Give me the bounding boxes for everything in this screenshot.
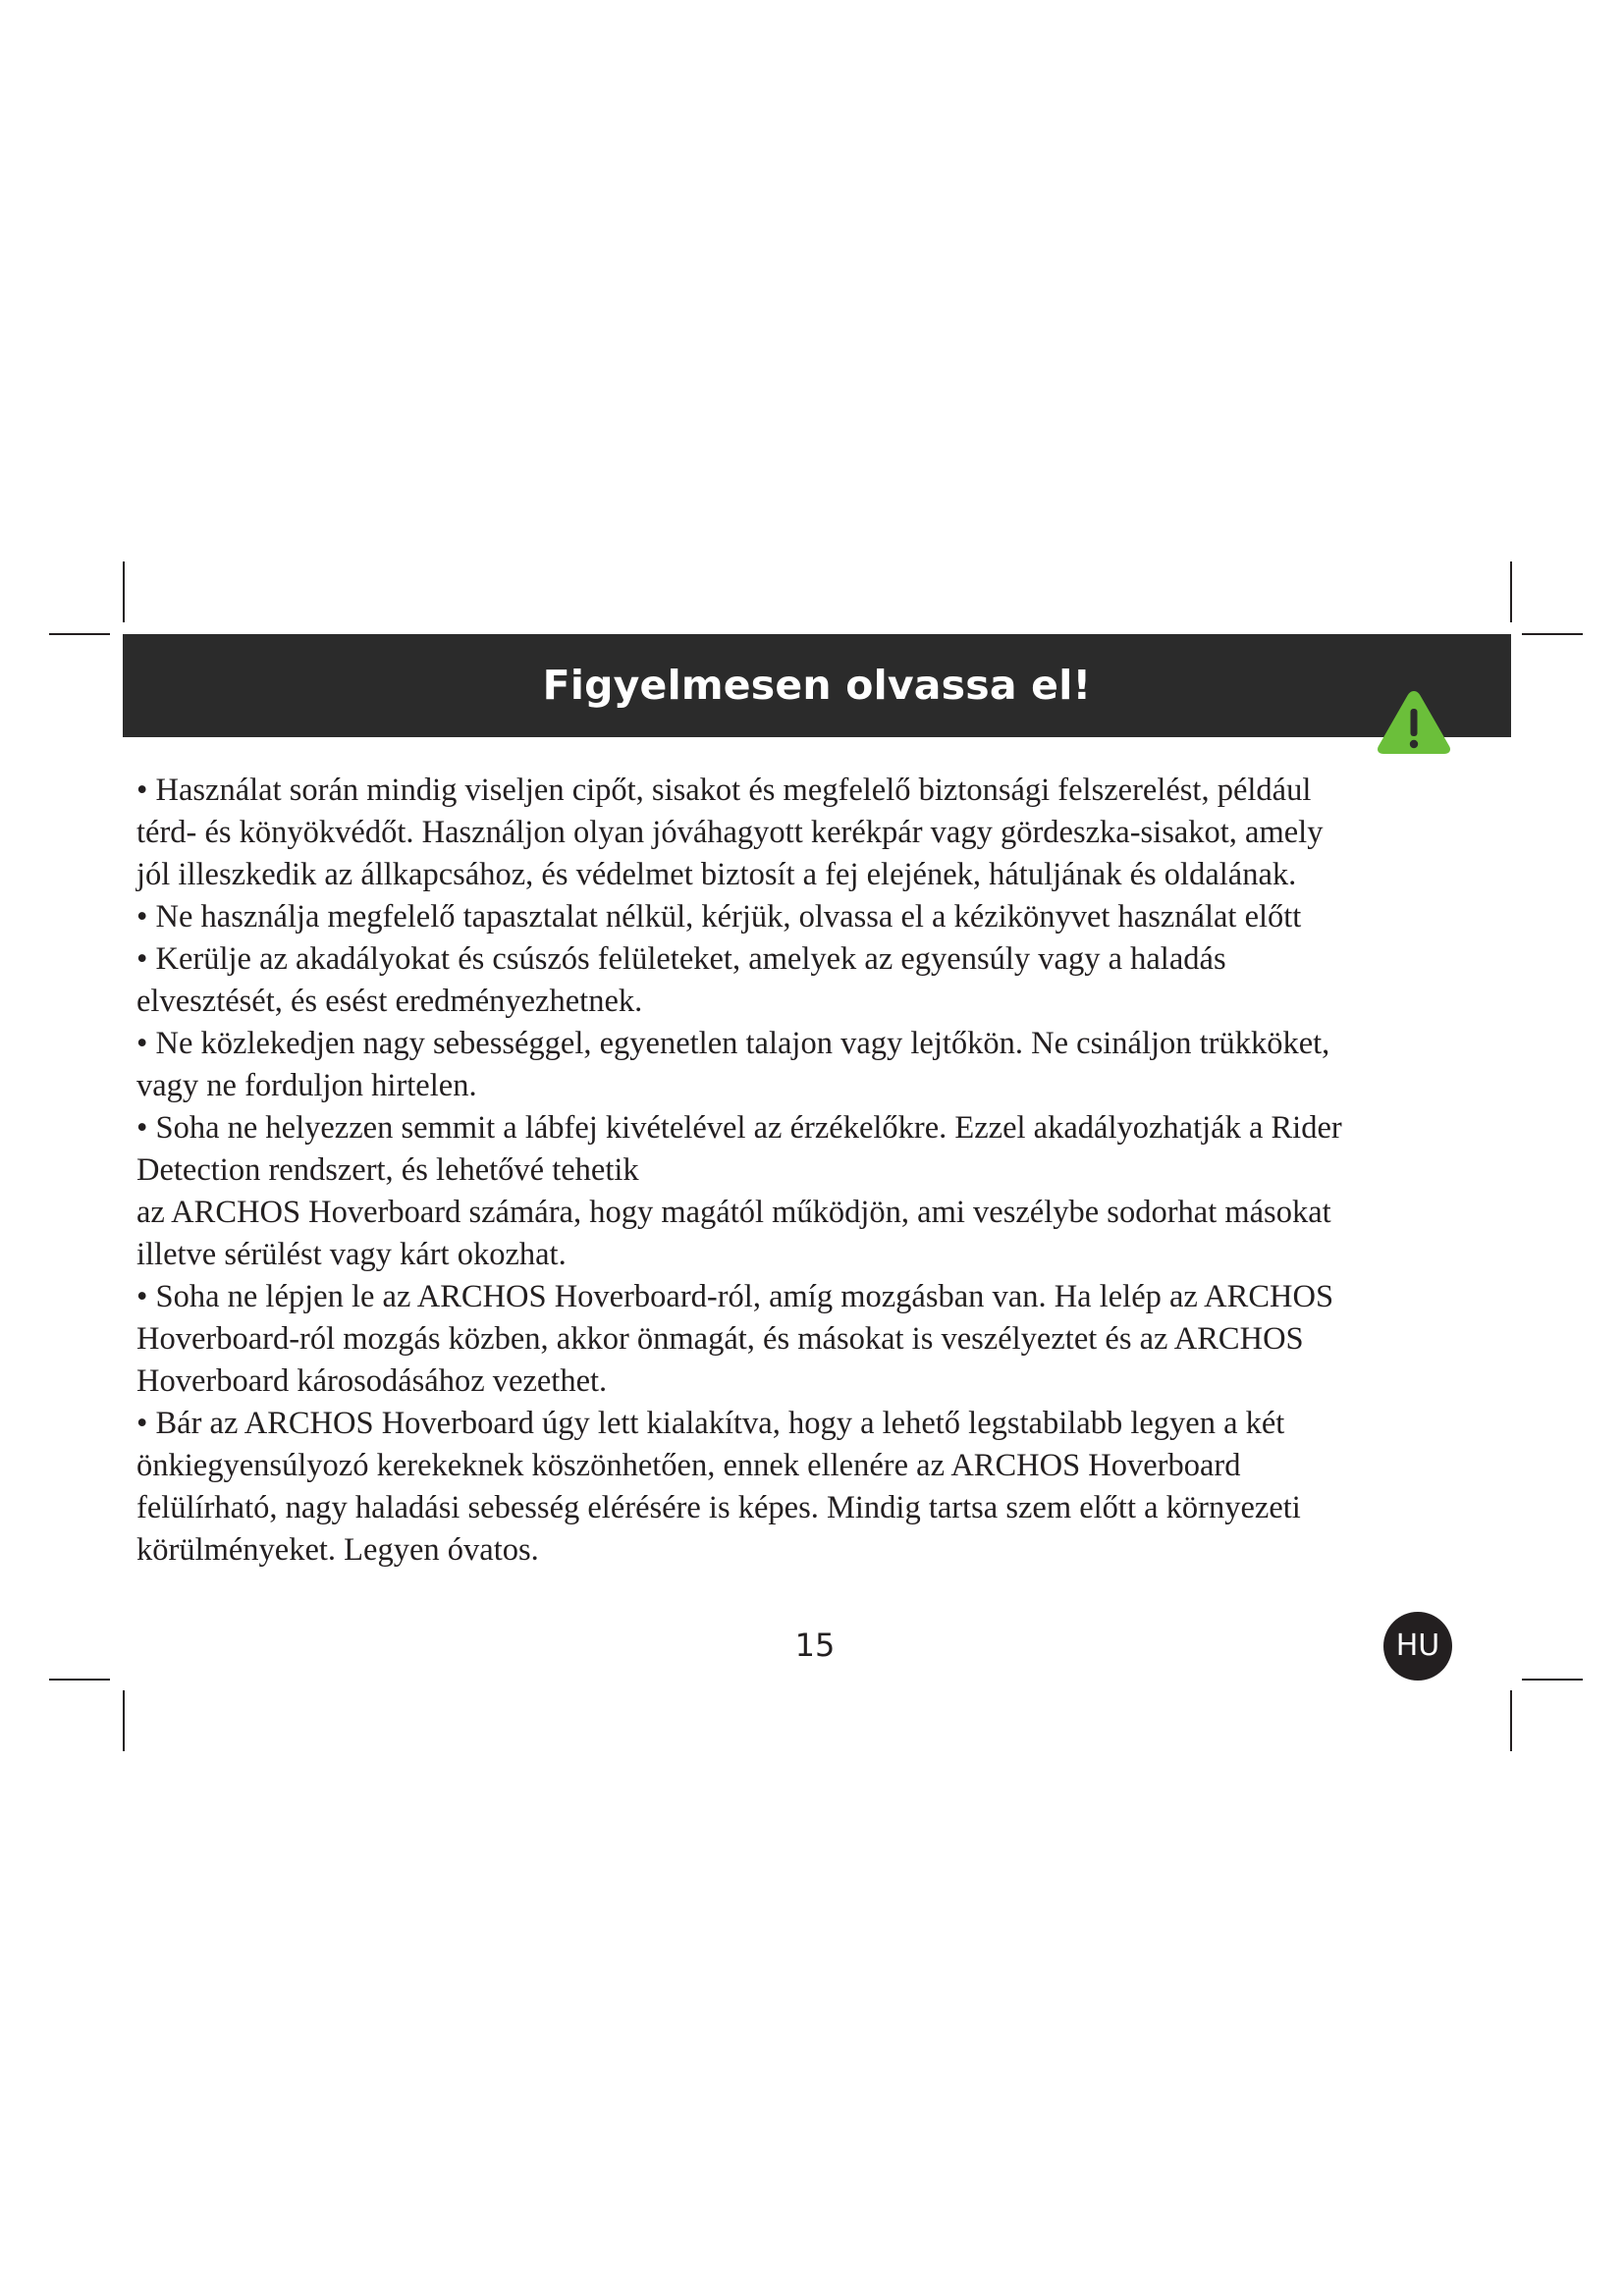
text-line: • Soha ne helyezzen semmit a lábfej kivételével az érzékelőkre. Ezzel akadályozhatják a Rider	[136, 1110, 1342, 1146]
text-line: • Ne közlekedjen nagy sebességgel, egyenetlen talajon vagy lejtőkön. Ne csináljon trükköket,	[136, 1026, 1330, 1061]
crop-mark-bottom-right-vertical	[1510, 1690, 1512, 1751]
crop-mark-bottom-left-vertical	[123, 1690, 125, 1751]
text-line: Detection rendszert, és lehetővé tehetik	[136, 1152, 639, 1188]
safety-instructions	[136, 770, 1452, 1572]
text-line: • Ne használja megfelelő tapasztalat nélkül, kérjük, olvassa el a kézikönyvet használat előtt	[136, 899, 1302, 934]
text-line: • Bár az ARCHOS Hoverboard úgy lett kialakítva, hogy a lehető legstabilabb legyen a két	[136, 1406, 1285, 1441]
text-line: Hoverboard-ról mozgás közben, akkor önmagát, és másokat is veszélyeztet és az ARCHOS	[136, 1321, 1304, 1357]
text-line: vagy ne forduljon hirtelen.	[136, 1068, 477, 1103]
page-title: Figyelmesen olvassa el!	[542, 662, 1092, 709]
text-line: az ARCHOS Hoverboard számára, hogy magától működjön, ami veszélybe sodorhat másokat	[136, 1195, 1331, 1230]
text-line: • Kerülje az akadályokat és csúszós felületeket, amelyek az egyensúly vagy a haladás	[136, 941, 1226, 977]
crop-mark-bottom-left-horizontal	[49, 1679, 110, 1681]
text-line: • Soha ne lépjen le az ARCHOS Hoverboard-ról, amíg mozgásban van. Ha lelép az ARCHOS	[136, 1279, 1334, 1314]
crop-mark-top-left-horizontal	[49, 633, 110, 635]
text-line: térd- és könyökvédőt. Használjon olyan jóváhagyott kerékpár vagy gördeszka-sisakot, amely	[136, 815, 1324, 850]
text-line: önkiegyensúlyozó kerekeknek köszönhetően, ennek ellenére az ARCHOS Hoverboard	[136, 1448, 1241, 1483]
crop-mark-top-left-vertical	[123, 561, 125, 622]
page-number: 15	[794, 1627, 836, 1664]
text-line: felülírható, nagy haladási sebesség elérésére is képes. Mindig tartsa szem előtt a környezeti	[136, 1490, 1301, 1525]
warning-icon	[1375, 687, 1453, 758]
text-line: jól illeszkedik az állkapcsához, és védelmet biztosít a fej elejének, hátuljának és oldalának.	[136, 857, 1297, 892]
text-line: illetve sérülést vagy kárt okozhat.	[136, 1237, 567, 1272]
crop-mark-top-right-vertical	[1510, 561, 1512, 622]
crop-mark-bottom-right-horizontal	[1522, 1679, 1583, 1681]
text-line: körülményeket. Legyen óvatos.	[136, 1532, 539, 1568]
crop-mark-top-right-horizontal	[1522, 633, 1583, 635]
text-line: elvesztését, és esést eredményezhetnek.	[136, 984, 643, 1019]
language-badge: HU	[1383, 1612, 1452, 1681]
header-banner	[123, 634, 1511, 737]
text-line: Hoverboard károsodásához vezethet.	[136, 1363, 608, 1399]
text-line: • Használat során mindig viseljen cipőt, sisakot és megfelelő biztonsági felszerelést, például	[136, 773, 1312, 808]
